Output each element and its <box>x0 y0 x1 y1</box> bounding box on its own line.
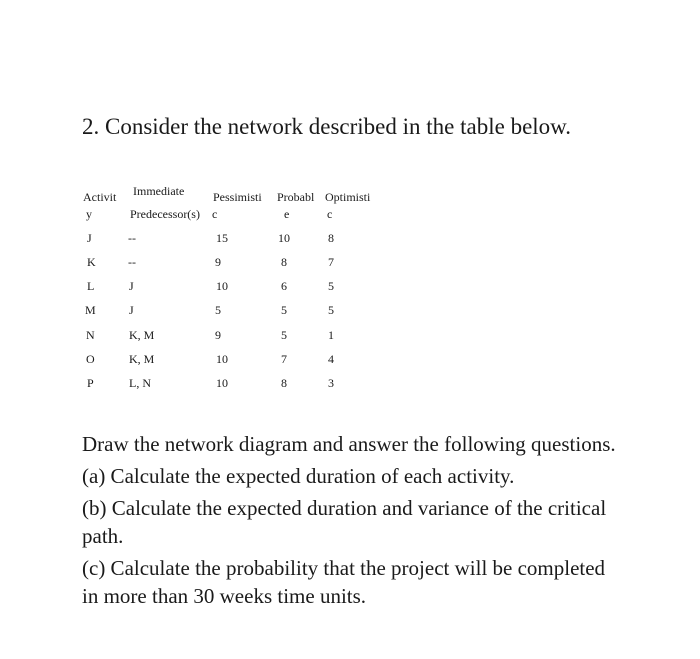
row-k-activity: K <box>87 255 96 269</box>
row-j-optimistic: 8 <box>328 231 334 245</box>
row-l-activity: L <box>87 279 95 293</box>
row-k-optimistic: 7 <box>328 255 334 269</box>
header-optimistic-line2: c <box>327 207 333 221</box>
row-l-predecessor: J <box>129 279 134 293</box>
row-j-activity: J <box>87 231 92 245</box>
header-predecessor-line1: Immediate <box>133 184 185 198</box>
header-pessimistic-line2: c <box>212 207 218 221</box>
row-l-optimistic: 5 <box>328 279 334 293</box>
row-p-activity: P <box>87 376 94 390</box>
row-j-pessimistic: 15 <box>216 231 228 245</box>
row-j-probable: 10 <box>278 231 290 245</box>
row-k-predecessor: -- <box>128 255 136 269</box>
row-o-probable: 7 <box>281 352 287 366</box>
header-probable-line1: Probabl <box>277 190 315 204</box>
row-o-pessimistic: 10 <box>216 352 228 366</box>
row-o-predecessor: K, M <box>129 352 155 366</box>
header-optimistic-line1: Optimisti <box>325 190 371 204</box>
row-p-optimistic: 3 <box>328 376 334 390</box>
header-probable-line2: e <box>284 207 290 221</box>
header-predecessor-line2: Predecessor(s) <box>130 207 200 221</box>
row-l-probable: 6 <box>281 279 287 293</box>
row-m-activity: M <box>85 303 96 317</box>
row-p-predecessor: L, N <box>129 376 151 390</box>
row-k-probable: 8 <box>281 255 287 269</box>
question-title: 2. Consider the network described in the table below. <box>82 114 572 139</box>
row-n-probable: 5 <box>281 328 287 342</box>
row-m-probable: 5 <box>281 303 287 317</box>
row-j-predecessor: -- <box>128 231 136 245</box>
instructions-intro: Draw the network diagram and answer the following questions. <box>82 432 616 456</box>
question-part-b: (b) Calculate the expected duration and variance of the critical path. <box>82 496 607 548</box>
row-n-pessimistic: 9 <box>215 328 221 342</box>
row-m-optimistic: 5 <box>328 303 334 317</box>
row-o-optimistic: 4 <box>328 352 334 366</box>
header-pessimistic-line1: Pessimisti <box>213 190 262 204</box>
question-part-c: (c) Calculate the probability that the project will be completed in more than 30 weeks time units. <box>82 556 606 608</box>
row-m-pessimistic: 5 <box>215 303 221 317</box>
row-l-pessimistic: 10 <box>216 279 228 293</box>
instructions <box>82 430 622 614</box>
row-k-pessimistic: 9 <box>215 255 221 269</box>
header-activity-line2: y <box>86 207 92 221</box>
row-n-activity: N <box>86 328 95 342</box>
question-part-a: (a) Calculate the expected duration of each activity. <box>82 464 515 488</box>
row-p-pessimistic: 10 <box>216 376 228 390</box>
row-p-probable: 8 <box>281 376 287 390</box>
row-o-activity: O <box>86 352 95 366</box>
row-m-predecessor: J <box>129 303 134 317</box>
row-n-optimistic: 1 <box>328 328 334 342</box>
row-n-predecessor: K, M <box>129 328 155 342</box>
header-activity-line1: Activit <box>83 190 117 204</box>
